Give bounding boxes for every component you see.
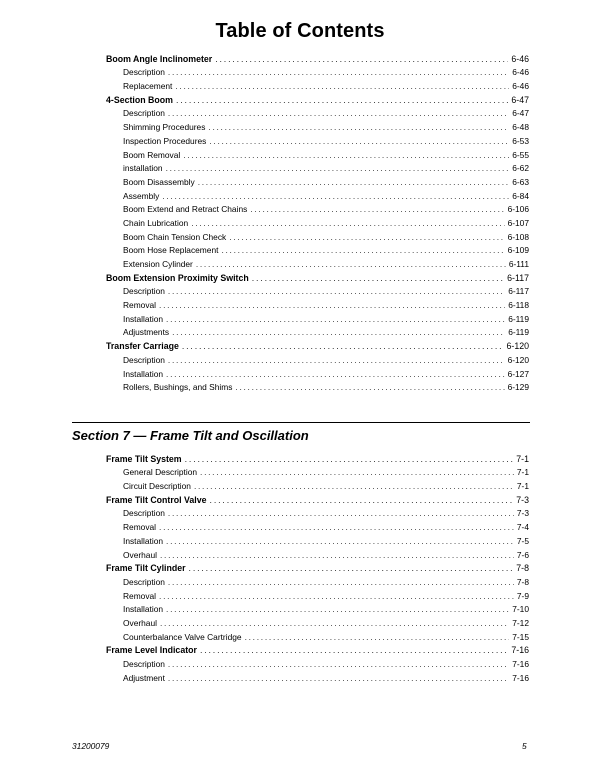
toc-entry[interactable]	[106, 464, 529, 478]
toc-entry[interactable]	[106, 64, 529, 78]
toc-entry-page: 7-5	[516, 535, 529, 546]
toc-entry-label: Circuit Description	[123, 481, 191, 492]
toc-entry-label: Frame Tilt Cylinder	[106, 563, 186, 574]
toc-entry-page: 6-47	[512, 108, 529, 119]
toc-entry-page: 6-53	[512, 135, 529, 146]
dot-leader	[168, 508, 514, 518]
toc-entry-label: Frame Tilt Control Valve	[106, 494, 207, 505]
toc-entry[interactable]	[106, 310, 529, 324]
toc-entry[interactable]	[106, 669, 529, 683]
dot-leader	[185, 454, 514, 464]
toc-entry[interactable]	[106, 201, 529, 215]
dot-leader	[166, 163, 510, 173]
toc-entry-page: 6-46	[511, 53, 529, 64]
toc-entry-page: 7-9	[516, 590, 529, 601]
toc-entry-label: installation	[123, 163, 163, 174]
dot-leader	[194, 481, 514, 491]
dot-leader	[168, 286, 505, 296]
toc-entry-label: Removal	[123, 522, 157, 533]
toc-entry-label: Transfer Carriage	[106, 341, 179, 352]
toc-entry-page: 6-120	[506, 341, 529, 352]
toc-entry[interactable]	[106, 132, 529, 146]
dot-leader	[229, 232, 504, 242]
toc-entry-page: 6-106	[507, 204, 529, 215]
toc-entry[interactable]	[106, 173, 529, 187]
dot-leader	[235, 382, 504, 392]
toc-entry-page: 7-1	[516, 453, 529, 464]
dot-leader	[168, 67, 509, 77]
toc-heading-entry[interactable]	[106, 337, 529, 351]
toc-entry-page: 6-118	[508, 300, 529, 311]
toc-entry-label: Boom Extend and Retract Chains	[123, 204, 248, 215]
toc-entry-page: 6-62	[512, 163, 529, 174]
section-divider	[72, 422, 530, 423]
toc-entry-label: Boom Disassembly	[123, 176, 195, 187]
toc-entry-label: Boom Chain Tension Check	[123, 231, 227, 242]
toc-entry-label: Inspection Procedures	[123, 135, 207, 146]
toc-heading-entry[interactable]	[106, 642, 529, 656]
toc-entry-label: Counterbalance Valve Cartridge	[123, 631, 242, 642]
dot-leader	[162, 191, 509, 201]
dot-leader	[159, 591, 514, 601]
footer-doc-number: 31200079	[72, 741, 110, 751]
toc-entry-page: 7-16	[511, 645, 529, 656]
section-6-toc	[106, 50, 529, 392]
toc-entry[interactable]	[106, 118, 529, 132]
toc-entry[interactable]	[106, 283, 529, 297]
toc-entry-page: 6-46	[512, 67, 529, 78]
toc-entry-label: Boom Angle Inclinometer	[106, 53, 213, 64]
toc-entry-page: 7-4	[516, 522, 529, 533]
toc-entry-label: Replacement	[123, 81, 173, 92]
dot-leader	[176, 95, 508, 105]
dot-leader	[168, 355, 505, 365]
toc-entry-page: 6-119	[508, 327, 529, 338]
toc-entry-label: Adjustment	[123, 672, 165, 683]
dot-leader	[160, 618, 509, 628]
toc-entry-page: 6-63	[512, 176, 529, 187]
toc-entry-page: 7-12	[512, 617, 529, 628]
toc-entry-page: 7-16	[512, 659, 529, 669]
toc-entry-page: 6-129	[507, 382, 529, 393]
toc-entry-page: 6-107	[507, 217, 529, 228]
toc-entry[interactable]	[106, 655, 529, 669]
dot-leader	[172, 327, 505, 337]
dot-leader	[168, 108, 509, 118]
toc-entry[interactable]	[106, 365, 529, 379]
toc-heading-entry[interactable]	[106, 50, 529, 64]
toc-entry[interactable]	[106, 614, 529, 628]
toc-entry-label: Removal	[123, 300, 157, 311]
toc-entry-page: 7-6	[516, 549, 529, 560]
toc-entry[interactable]	[106, 214, 529, 228]
toc-entry[interactable]	[106, 324, 529, 338]
toc-entry-label: Assembly	[123, 190, 160, 201]
toc-entry-page: 6-109	[507, 245, 529, 256]
dot-leader	[159, 522, 514, 532]
toc-entry[interactable]	[106, 628, 529, 642]
toc-heading-entry[interactable]	[106, 91, 529, 105]
dot-leader	[166, 369, 505, 379]
toc-heading-entry[interactable]	[106, 450, 529, 464]
toc-entry-label: Description	[123, 67, 165, 78]
toc-entry-label: Chain Lubrication	[123, 217, 189, 228]
toc-entry-label: Description	[123, 576, 165, 587]
dot-leader	[166, 536, 514, 546]
toc-entry-page: 6-47	[511, 94, 529, 105]
dot-leader	[210, 495, 514, 505]
toc-entry-label: 4-Section Boom	[106, 94, 173, 105]
toc-entry-label: Frame Tilt System	[106, 453, 182, 464]
toc-entry-label: Overhaul	[123, 549, 157, 560]
toc-entry-label: Installation	[123, 368, 164, 379]
toc-entry[interactable]	[106, 77, 529, 91]
toc-entry[interactable]	[106, 379, 529, 393]
dot-leader	[166, 604, 509, 614]
toc-entry-label: Description	[123, 659, 165, 669]
toc-entry-label: General Description	[123, 467, 198, 478]
page-title: Table of Contents	[215, 20, 385, 42]
toc-entry-page: 7-8	[516, 576, 529, 587]
toc-entry[interactable]	[106, 105, 529, 119]
dot-leader	[215, 54, 508, 64]
toc-entry[interactable]	[106, 573, 529, 587]
dot-leader	[221, 245, 504, 255]
toc-entry-label: Extension Cylinder	[123, 259, 193, 269]
toc-entry-page: 7-3	[516, 508, 529, 519]
dot-leader	[209, 136, 509, 146]
toc-entry-label: Adjustments	[123, 327, 170, 338]
dot-leader	[200, 645, 508, 655]
toc-entry-page: 6-48	[512, 122, 529, 133]
dot-leader	[159, 300, 505, 310]
toc-entry[interactable]	[106, 601, 529, 615]
toc-entry[interactable]	[106, 228, 529, 242]
toc-entry-label: Description	[123, 508, 165, 519]
dot-leader	[168, 659, 509, 669]
toc-entry-label: Rollers, Bushings, and Shims	[123, 382, 233, 393]
toc-entry[interactable]	[106, 146, 529, 160]
dot-leader	[196, 259, 506, 269]
section-7-heading: Section 7 — Frame Tilt and Oscillation	[72, 428, 309, 443]
toc-entry-label: Overhaul	[123, 617, 157, 628]
toc-entry-page: 6-108	[507, 231, 529, 242]
toc-heading-entry[interactable]	[106, 269, 529, 283]
toc-entry[interactable]	[106, 587, 529, 601]
dot-leader	[198, 177, 510, 187]
toc-entry-page: 7-3	[516, 494, 529, 505]
toc-entry-page: 7-1	[516, 467, 529, 478]
toc-entry[interactable]	[106, 351, 529, 365]
toc-entry[interactable]	[106, 505, 529, 519]
toc-entry[interactable]	[106, 187, 529, 201]
toc-entry-label: Boom Removal	[123, 149, 181, 160]
dot-leader	[189, 563, 514, 573]
toc-entry-page: 7-16	[512, 672, 529, 683]
dot-leader	[183, 150, 509, 160]
dot-leader	[252, 273, 504, 283]
toc-entry[interactable]	[106, 160, 529, 174]
toc-entry-label: Installation	[123, 604, 164, 615]
toc-entry[interactable]	[106, 296, 529, 310]
section-7-toc	[106, 450, 529, 683]
toc-heading-entry[interactable]	[106, 491, 529, 505]
toc-entry-page: 7-1	[516, 481, 529, 492]
toc-entry-label: Installation	[123, 535, 164, 546]
toc-entry-page: 7-8	[516, 563, 529, 574]
toc-entry-page: 6-84	[512, 190, 529, 201]
toc-entry-label: Description	[123, 108, 165, 119]
toc-entry-label: Boom Extension Proximity Switch	[106, 272, 249, 283]
toc-entry[interactable]	[106, 518, 529, 532]
dot-leader	[166, 314, 505, 324]
toc-entry-label: Shimming Procedures	[123, 122, 206, 133]
dot-leader	[168, 577, 514, 587]
footer-page-number: 5	[522, 741, 527, 751]
toc-entry-label: Description	[123, 354, 165, 365]
toc-entry-page: 6-120	[507, 354, 529, 365]
dot-leader	[160, 550, 514, 560]
toc-entry-page: 6-127	[507, 368, 529, 379]
toc-entry-page: 6-119	[508, 313, 529, 324]
toc-entry-page: 6-46	[512, 81, 529, 92]
toc-entry-label: Description	[123, 286, 165, 297]
toc-entry-label: Boom Hose Replacement	[123, 245, 219, 256]
toc-heading-entry[interactable]	[106, 560, 529, 574]
toc-entry[interactable]	[106, 532, 529, 546]
toc-entry[interactable]	[106, 242, 529, 256]
dot-leader	[168, 673, 509, 683]
toc-entry[interactable]	[106, 477, 529, 491]
dot-leader	[182, 341, 504, 351]
dot-leader	[208, 122, 509, 132]
toc-entry-page: 6-117	[508, 286, 529, 297]
dot-leader	[245, 632, 510, 642]
toc-entry-page: 6-111	[508, 259, 529, 269]
toc-entry[interactable]	[106, 546, 529, 560]
toc-entry-page: 7-15	[512, 631, 529, 642]
dot-leader	[250, 204, 504, 214]
toc-entry-label: Installation	[123, 313, 164, 324]
toc-entry-label: Removal	[123, 590, 157, 601]
dot-leader	[175, 81, 509, 91]
toc-entry-page: 6-55	[512, 149, 529, 160]
dot-leader	[191, 218, 504, 228]
toc-entry-label: Frame Level Indicator	[106, 645, 197, 656]
toc-entry-page: 7-10	[512, 604, 529, 615]
toc-entry-page: 6-117	[507, 272, 529, 283]
toc-entry[interactable]	[106, 255, 529, 269]
dot-leader	[200, 467, 514, 477]
